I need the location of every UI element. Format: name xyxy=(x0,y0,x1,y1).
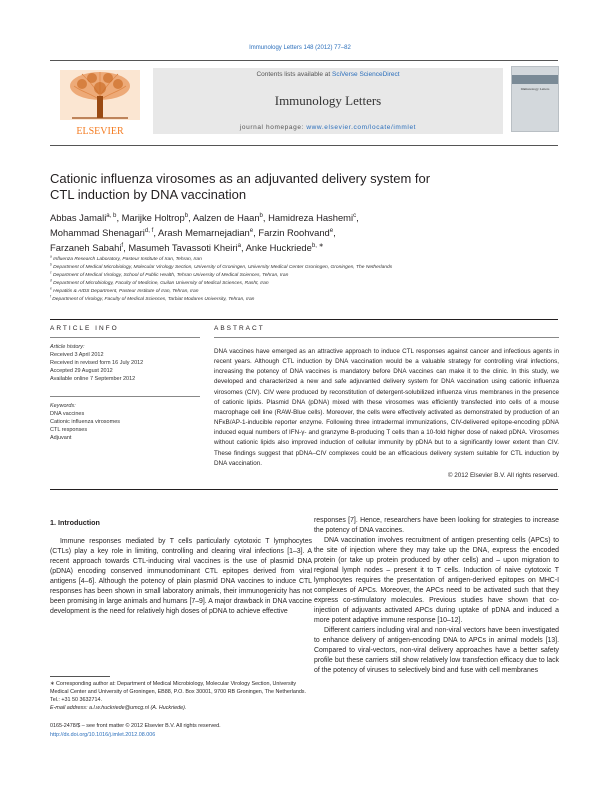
affiliation-item xyxy=(50,254,570,267)
section-heading-introduction: 1. Introduction xyxy=(50,518,100,527)
author-separator: , xyxy=(188,212,193,223)
author-separator: , xyxy=(153,227,159,238)
article-info-heading: ARTICLE INFO xyxy=(50,325,119,332)
elsevier-tree-logo xyxy=(52,66,148,138)
affiliation-text: Influenza Research Laboratory, Pasteur Institute of Iran, Tehran, Iran xyxy=(53,257,202,262)
author-name[interactable]: Anke Huckriede xyxy=(245,242,312,253)
elsevier-wordmark: ELSEVIER xyxy=(76,126,124,137)
history-revised: Received in revised form 16 July 2012 xyxy=(50,360,144,366)
author-affil-mark[interactable]: d, f xyxy=(144,226,154,234)
history-accepted: Accepted 29 August 2012 xyxy=(50,368,113,374)
body-divider xyxy=(50,489,558,490)
cover-band xyxy=(512,75,558,84)
author-separator: , xyxy=(123,242,129,253)
affiliation-mark: a xyxy=(50,254,52,259)
affiliation-item xyxy=(50,270,570,283)
corresponding-author-footnote xyxy=(50,680,312,712)
author-line xyxy=(50,225,550,240)
contents-prefix: Contents lists available at xyxy=(256,71,331,78)
homepage-link[interactable]: www.elsevier.com/locate/immlet xyxy=(306,124,417,131)
author-line xyxy=(50,240,550,255)
abstract-heading: ABSTRACT xyxy=(214,325,265,332)
history-label: Article history: xyxy=(50,344,85,350)
affiliation-text: Department of Medical Virology, School of Public Health, Tehran University of Medical Sciences, Tehran, Iran xyxy=(52,273,289,278)
affiliation-mark: b xyxy=(50,262,52,267)
doi-link[interactable]: http://dx.doi.org/10.1016/j.imlet.2012.08.006 xyxy=(50,731,156,738)
abstract-rule xyxy=(214,337,559,338)
body-paragraph: Immune responses mediated by T cells particularly cytotoxic T lymphocytes (CTLs) play a key role in limiting, controlling and clearing viral infections [1–3]. A recent approach towards CTL-inducing viral vaccines is the use of plasmid DNA (pDNA) encoding conserved immunodominant CTL epitopes derived from viral antigens [4–6]. Although the potency of plain plasmid DNA vaccines to induce CTL responses has been shown in small laboratory animals, their immunogenicity has not been promising in large animals and humans [7–9]. A major drawback in DNA vaccine development is the need for relatively high doses of pDNA to achieve effective xyxy=(50,538,312,615)
keyword-item: DNA vaccines xyxy=(50,411,85,417)
journal-title: Immunology Letters xyxy=(274,93,382,108)
author-name[interactable]: Mohammad Shenagari xyxy=(50,227,145,238)
author-separator: , xyxy=(240,242,246,253)
body-paragraph: DNA vaccination involves recruitment of antigen presenting cells (APCs) to the site of injection where they may take up the DNA, express the encoded protein (or take up protein produced by other cells) and – upon migration to regional lymph nodes – present it to T cells. Induction of naive cytotoxic T lymphocytes requires the presentation of antigen-derived epitopes on MHC-I complexes of APCs. Moreover, the APCs need to be activated such that they express co-stimulatory molecules. Previous studies have shown that co-injection of adjuvants activated APCs during uptake of pDNA and induced a more potent adaptive immune response [10–12]. xyxy=(314,537,559,624)
footnote-text: ∗ Corresponding author at: Department of Medical Microbiology, Molecular Virology Section, University Medical Center and University of Groningen, EB88, P.O. Box 30001, 9700 RB Groningen, The Netherlands. Tel.: +31 50 3632714. xyxy=(50,681,307,703)
affiliation-item xyxy=(50,278,570,291)
author-affil-mark[interactable]: e xyxy=(329,226,334,234)
affiliation-item xyxy=(50,286,570,299)
issn-doi-block xyxy=(50,722,310,739)
author-name[interactable]: Masumeh Tavassoti Kheiri xyxy=(128,242,238,253)
history-received: Received 3 April 2012 xyxy=(50,352,104,358)
affiliation-text: Department of Microbiology, Faculty of Medicine, Guilan University of Medical Sciences, Rasht, Iran xyxy=(53,281,269,286)
footnote-email[interactable]: E-mail address: a.l.w.huckriede@umcg.nl (A. Huckriede). xyxy=(50,705,187,711)
title-line: CTL induction by DNA vaccination xyxy=(50,187,247,202)
affiliation-mark: d xyxy=(50,278,52,283)
abstract-text: DNA vaccines have emerged as an attractive approach to induce CTL responses against cancer and infectious agents in recent years. Although CTL induction by DNA vaccination would be a valuable strategy for controlling viral infections, increasing the potency of DNA vaccines is mandatory before DNA vaccines can make it to the clinic. In this study, we developed and characterized a new and safe adjuvanted delivery system for DNA vaccination using cationic influenza virosomes (CIV). CIV were produced by reconstitution of detergent-solubilized influenza virus membranes in the presence of cationic lipids. Plasmid DNA (pDNA) mixed with these virosomes was efficiently transfected into cells of a mouse macrophage cell line (RAW-Blue cells). Moreover, the cells were effectively activated as demonstrated by production of an NFκB/AP-1-inducible reporter enzyme. Following three intradermal immunizations, CIV-delivered epitope-encoding pDNA induced equal numbers of IFN-γ- and granzyme B-producing T cells than a 10-fold higher dose of naked pDNA. Virosomes without cationic lipids also improved induction of cellular immunity by pDNA but to a significantly lower extent than CIV. These findings suggest that pDNA–CIV complexes could be an efficacious delivery system suitable for CTL induction by DNA vaccination. xyxy=(214,348,559,467)
journal-cover-thumbnail xyxy=(511,66,559,132)
author-affil-mark[interactable]: a, b xyxy=(106,211,117,219)
affiliation-item xyxy=(50,262,570,275)
cover-title: Immunology Letters xyxy=(520,87,550,91)
keyword-item: Cationic influenza virosomes xyxy=(50,419,121,425)
footnote-rule xyxy=(50,676,110,677)
title-line: Cationic influenza virosomes as an adjuvanted delivery system for xyxy=(50,171,431,186)
keywords-rule xyxy=(50,396,200,397)
author-affil-mark[interactable]: b xyxy=(184,211,189,219)
body-column-left xyxy=(50,537,312,617)
affiliation-text: Department of Virology, Faculty of Medical Sciences, Tarbiat Modares University, Tehran, Iran xyxy=(52,297,255,302)
article-title xyxy=(50,171,550,203)
keyword-item: Adjuvant xyxy=(50,435,72,441)
author-name[interactable]: Farzin Roohvand xyxy=(258,227,330,238)
author-separator: , xyxy=(116,212,122,223)
author-name[interactable]: Marijke Holtrop xyxy=(121,212,185,223)
author-affil-mark[interactable]: f xyxy=(121,241,124,249)
author-name[interactable]: Arash Memarnejadian xyxy=(158,227,250,238)
article-info-rule xyxy=(50,337,200,338)
author-separator: , xyxy=(262,212,269,223)
affiliation-mark: f xyxy=(50,294,51,299)
keyword-item: CTL responses xyxy=(50,427,88,433)
author-separator: , xyxy=(356,212,359,223)
sciencedirect-link[interactable]: SciVerse ScienceDirect xyxy=(331,71,400,78)
history-online: Available online 7 September 2012 xyxy=(50,376,136,382)
section-divider xyxy=(50,319,558,320)
author-list xyxy=(50,210,550,255)
body-column-right xyxy=(314,516,559,676)
author-name[interactable]: Abbas Jamali xyxy=(50,212,107,223)
author-name[interactable]: Aalzen de Haan xyxy=(192,212,260,223)
affiliation-list xyxy=(50,256,570,304)
issn-line: 0165-2478/$ – see front matter © 2012 Elsevier B.V. All rights reserved. xyxy=(50,723,221,729)
keywords-label: Keywords: xyxy=(50,403,76,409)
author-affil-mark[interactable]: b, ∗ xyxy=(311,241,324,249)
author-separator: , xyxy=(333,227,336,238)
affiliation-mark: e xyxy=(50,286,52,291)
abstract-copyright: © 2012 Elsevier B.V. All rights reserved. xyxy=(447,472,559,479)
keyword-list xyxy=(50,402,200,442)
article-history xyxy=(50,343,200,383)
affiliation-item xyxy=(50,296,570,304)
author-affil-mark[interactable]: a xyxy=(237,241,241,249)
author-affil-mark[interactable]: e xyxy=(249,226,254,234)
affiliation-text: Hepatitis & AIDS Department, Pasteur Institute of Iran, Tehran, Iran xyxy=(53,289,199,294)
homepage-prefix: journal homepage: xyxy=(239,124,304,131)
body-paragraph: Different carriers including viral and non-viral vectors have been investigated to enhance delivery of antigen-encoding DNA to APCs in animal models [13]. Compared to viral-vectors, non-viral delivery approaches have a better safety profile but these carriers still show relatively low transfection efficacy due to lack of the potency of viruses to selectively bind and fuse with cell membranes xyxy=(314,627,559,674)
contents-line xyxy=(153,71,503,78)
affiliation-mark: c xyxy=(50,270,52,275)
author-separator: , xyxy=(253,227,259,238)
journal-citation[interactable]: Immunology Letters 148 (2012) 77–82 xyxy=(249,45,351,51)
author-name[interactable]: Farzaneh Sabahi xyxy=(50,242,122,253)
author-affil-mark[interactable]: b xyxy=(259,211,263,219)
author-affil-mark[interactable]: c xyxy=(353,211,357,219)
body-paragraph: responses [7]. Hence, researchers have been looking for strategies to increase the potency of DNA vaccines. xyxy=(314,517,559,534)
journal-homepage-line xyxy=(153,124,503,131)
author-line xyxy=(50,210,550,225)
affiliation-text: Department of Medical Microbiology, Molecular Virology Section, University of Groningen, University Medical Center Groningen, Groningen, The Netherlands xyxy=(53,265,393,270)
author-name[interactable]: Hamidreza Hashemi xyxy=(268,212,354,223)
